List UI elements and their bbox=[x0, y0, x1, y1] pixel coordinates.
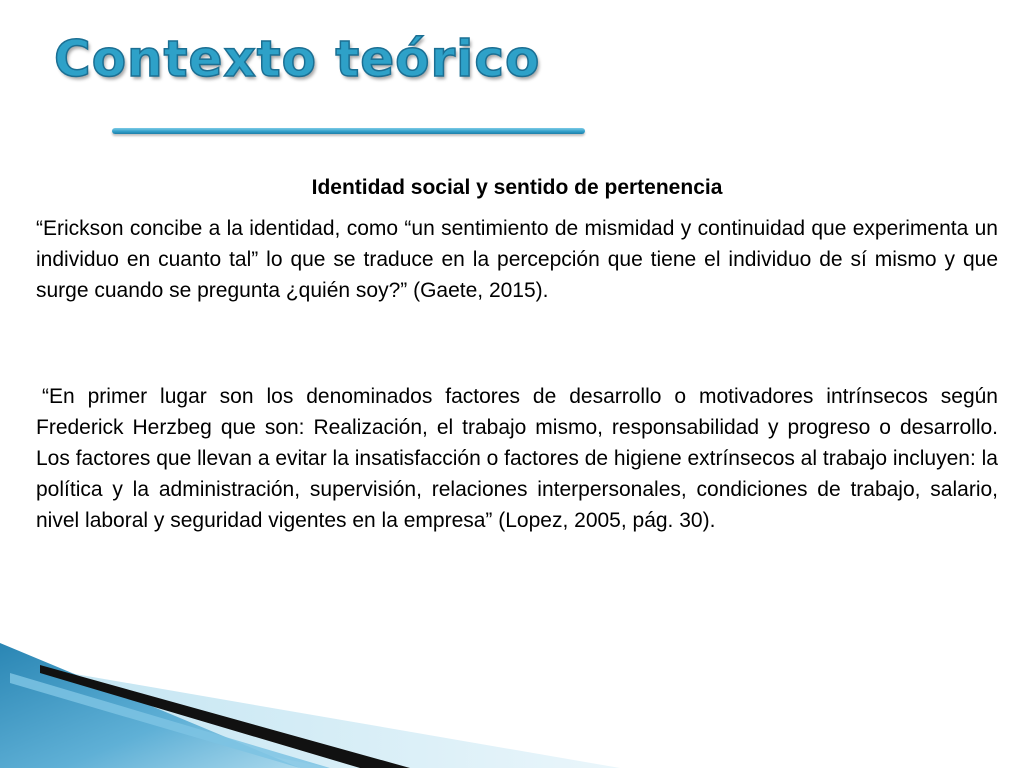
corner-decoration bbox=[0, 643, 620, 768]
title-underline bbox=[112, 128, 585, 134]
paragraph-erickson: “Erickson concibe a la identidad, como “un sentimiento de mismidad y continuidad que experimenta un individuo en cuanto tal” lo que se traduce en la percepción que tiene el individuo de sí mismo y que surge cuando se pregunta ¿quién soy?” (Gaete, 2015). bbox=[36, 217, 998, 302]
paragraph-herzberg: “En primer lugar son los denominados factores de desarrollo o motivadores intrínsecos según Frederick Herzbeg que son: Realización, el trabajo mismo, responsabilidad y progreso o desarrollo. Los factores que llevan a evitar la insatisfacción o factores de higiene extrínsecos al trabajo incluyen: la política y la administración, supervisión, relaciones interpersonales, condiciones de trabajo, salario, nivel laboral y seguridad vigentes en la empresa” (Lopez, 2005, pág. 30). bbox=[36, 385, 998, 532]
slide-subtitle: Identidad social y sentido de pertenencia bbox=[311, 176, 723, 199]
slide-title: Contexto teórico bbox=[54, 30, 541, 88]
